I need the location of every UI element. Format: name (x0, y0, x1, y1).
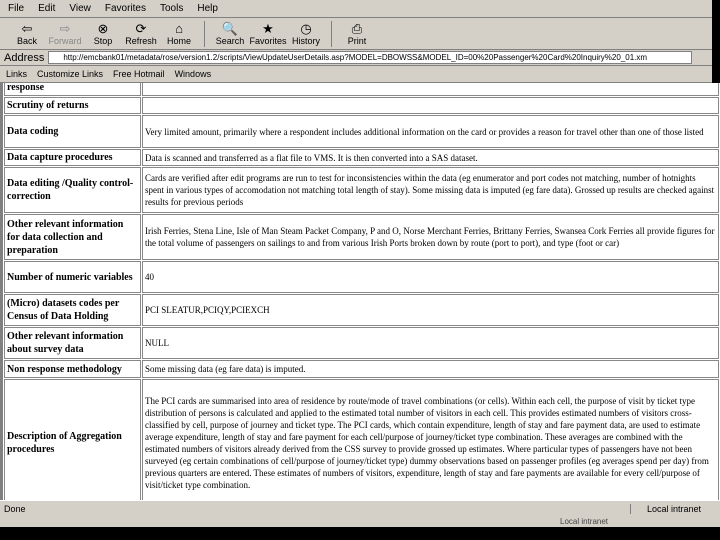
history-button[interactable] (287, 21, 325, 46)
row-label: Number of numeric variables (4, 261, 141, 293)
menu-view[interactable]: View (69, 3, 91, 14)
menu-bar (0, 0, 712, 18)
menu-edit[interactable]: Edit (38, 3, 56, 14)
toolbar-separator (204, 21, 205, 47)
background-window-status: Local intranet (0, 517, 720, 527)
address-label: Address (4, 51, 45, 64)
address-bar (0, 50, 712, 66)
history-icon: ◷ (300, 21, 312, 36)
row-label: Other relevant information for data collection and preparation (4, 214, 141, 260)
print-label: Print (347, 36, 367, 46)
zone-indicator: Local intranet (630, 504, 720, 514)
toolbar-separator (331, 21, 332, 47)
table-row (4, 360, 719, 378)
row-label: Other relevant information about survey data (4, 327, 141, 359)
refresh-label: Refresh (125, 36, 157, 46)
row-value: Some missing data (eg fare data) is imputed. (142, 360, 719, 378)
status-bar (0, 500, 720, 517)
row-label: Data coding (4, 115, 141, 148)
menu-favorites[interactable]: Favorites (104, 3, 146, 14)
forward-button[interactable] (46, 21, 84, 46)
metadata-table (3, 83, 720, 500)
row-value: NULL (142, 327, 719, 359)
toolbar (0, 18, 712, 50)
table-row (4, 83, 719, 96)
row-label: response (4, 83, 141, 96)
link-item[interactable]: Customize Links (37, 69, 104, 79)
refresh-button[interactable] (122, 21, 160, 46)
stop-button[interactable] (84, 21, 122, 46)
link-item[interactable]: Windows (174, 69, 212, 79)
row-value (142, 97, 719, 114)
history-label: History (291, 36, 320, 46)
row-label: Data capture procedures (4, 149, 141, 166)
table-row (4, 379, 719, 500)
row-value: Irish Ferries, Stena Line, Isle of Man Steam Packet Company, P and O, Norse Merchant Ferries, Brittany Ferries, Swansea Cork Ferries all provide figures for the total volume of passengers on sailings to and from various Irish Ports broken down by route (port to port), and type (foot or car) (142, 214, 719, 260)
stop-label: Stop (93, 36, 113, 46)
print-button[interactable] (338, 21, 376, 46)
row-value: PCI SLEATUR,PCIQY,PCIEXCH (142, 294, 719, 326)
table-row (4, 261, 719, 293)
search-label: Search (215, 36, 245, 46)
stop-icon: ⊗ (97, 21, 109, 36)
links-bar (0, 66, 712, 83)
row-value: Data is scanned and transferred as a flat file to VMS. It is then converted into a SAS dataset. (142, 149, 719, 166)
row-label: Description of Aggregation procedures (4, 379, 141, 500)
home-button[interactable] (160, 21, 198, 46)
row-label: Scrutiny of returns (4, 97, 141, 114)
row-value: The PCI cards are summarised into area of residence by route/mode of travel combinations (or cells). Within each cell, the purpose of visit by ticket type distribution of persons is calculated and applied to the estimated total number of visitors in each cell. This provides estimated numbers of visitors cross-classified by cell, purpose of journey and ticket type. The PCI cards, which contain expenditure, length of stay and fare payment data, are used to estimate average expenditure, length of stay and fare payment for each cell/purpose of journey/ticket type combination. These averages are combined with the estimated numbers of visitors already derived from the CSS survey to provide grossed up estimates. Where particular types of passengers have not been surveyed (eg certain combinations of cell/purpose of journey/ticket type) dummy observations based on passenger profiles (eg averages spend per day) from previous quarters are entered. These estimates of numbers of visitors, expenditure, length of stay and fare payments are available for every cell/purpose of visit/ticket type combination. (142, 379, 719, 500)
row-value (142, 83, 719, 96)
menu-file[interactable]: File (8, 3, 25, 14)
link-item[interactable]: Free Hotmail (113, 69, 165, 79)
menu-help[interactable]: Help (197, 3, 218, 14)
home-icon: ⌂ (175, 21, 183, 36)
table-row (4, 214, 719, 260)
table-row (4, 97, 719, 114)
row-label: Data editing /Quality control-correction (4, 167, 141, 213)
table-row (4, 327, 719, 359)
search-icon: 🔍 (221, 21, 239, 36)
search-button[interactable] (211, 21, 249, 46)
table-row (4, 115, 719, 148)
favorites-icon: ★ (262, 21, 274, 36)
menu-tools[interactable]: Tools (159, 3, 184, 14)
refresh-icon: ⟳ (135, 21, 147, 36)
row-label: Non response methodology (4, 360, 141, 378)
table-row (4, 149, 719, 166)
page-content (0, 83, 720, 500)
address-input[interactable]: http://emcbank01/metadata/rose/version1.2/scripts/ViewUpdateUserDetails.asp?MODEL=DBOWSS&MODEL_ID=00%20Passenger%20Card%20Inquiry%20_01.xm (48, 51, 692, 64)
status-text: Done (4, 504, 26, 514)
forward-icon: ⇨ (59, 21, 71, 36)
row-value: Very limited amount, primarily where a respondent includes additional information on the card or provides a reason for travel other than one of those listed (142, 115, 719, 148)
forward-label: Forward (48, 36, 82, 46)
row-value: Cards are verified after edit programs are run to test for inconsistencies within the data (eg enumerator and port codes not matching, number of hotnights spent in various types of accomodation not matching total length of stay). Some missing data is imputed (eg fare data). Grossed up results are checked against results for previous periods (142, 167, 719, 213)
favorites-button[interactable] (249, 21, 287, 46)
row-label: (Micro) datasets codes per Census of Data Holding (4, 294, 141, 326)
back-icon: ⇦ (21, 21, 33, 36)
print-icon: ⎙ (351, 21, 363, 36)
table-row (4, 294, 719, 326)
links-label: Links (6, 69, 28, 79)
row-value: 40 (142, 261, 719, 293)
favorites-label: Favorites (249, 36, 287, 46)
table-row (4, 167, 719, 213)
back-button[interactable] (8, 21, 46, 46)
back-label: Back (16, 36, 37, 46)
home-label: Home (166, 36, 191, 46)
